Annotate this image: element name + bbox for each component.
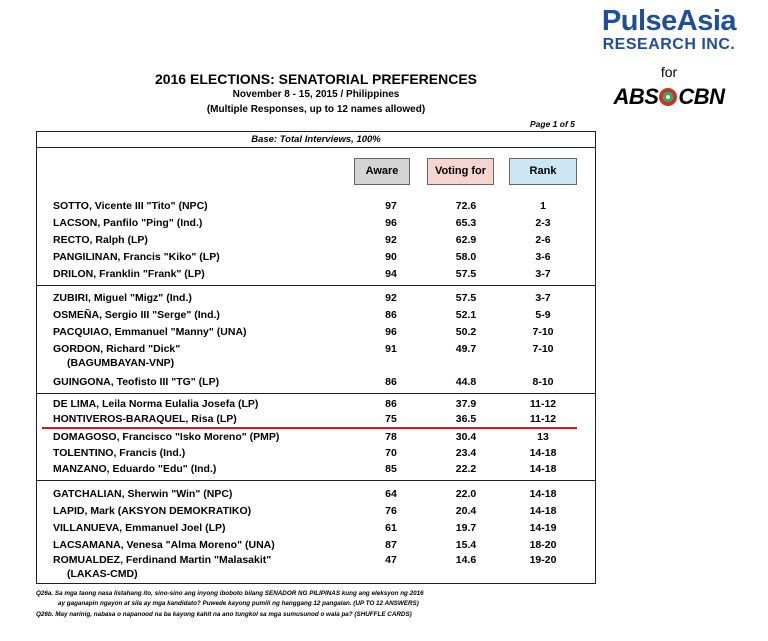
candidate-name: DRILON, Franklin "Frank" (LP) <box>53 268 205 280</box>
candidate-name: DOMAGOSO, Francisco "Isko Moreno" (PMP) <box>53 431 280 443</box>
rank-value: 5-9 <box>535 309 551 321</box>
brand-block <box>584 6 754 110</box>
rank-value: 14-19 <box>529 522 557 534</box>
rank-value: 3-6 <box>535 251 551 263</box>
aware-value: 96 <box>385 326 397 338</box>
candidate-name: PANGILINAN, Francis "Kiko" (LP) <box>53 251 220 263</box>
candidate-name: TOLENTINO, Francis (Ind.) <box>53 447 186 459</box>
aware-value: 92 <box>385 234 397 246</box>
rank-value: 1 <box>540 200 546 212</box>
aware-value: 91 <box>385 343 397 355</box>
rank-value: 7-10 <box>532 326 554 338</box>
candidate-name: RECTO, Ralph (LP) <box>53 234 148 246</box>
voting-value: 65.3 <box>455 217 477 229</box>
aware-value: 97 <box>385 200 397 212</box>
candidate-name: HONTIVEROS-BARAQUEL, Risa (LP) <box>53 413 237 425</box>
header-rank: Rank <box>509 158 577 185</box>
aware-value: 86 <box>385 376 397 388</box>
responses-note: (Multiple Responses, up to 12 names allowed) <box>206 104 426 115</box>
group-divider <box>36 285 596 286</box>
aware-value: 47 <box>385 554 397 566</box>
aware-value: 61 <box>385 522 397 534</box>
rank-value: 14-18 <box>529 447 557 459</box>
candidate-name: GUINGONA, Teofisto III "TG" (LP) <box>53 376 220 388</box>
report-title: 2016 ELECTIONS: SENATORIAL PREFERENCES <box>154 71 478 87</box>
abs-text: ABS <box>613 84 659 109</box>
aware-value: 70 <box>385 447 397 459</box>
rank-value: 2-6 <box>535 234 551 246</box>
rank-value: 18-20 <box>529 539 557 551</box>
aware-value: 87 <box>385 539 397 551</box>
voting-value: 20.4 <box>455 505 477 517</box>
rank-value: 14-18 <box>529 463 557 475</box>
candidate-name: VILLANUEVA, Emmanuel Joel (LP) <box>53 522 226 534</box>
rank-value: 13 <box>537 431 549 443</box>
header-voting-for: Voting for <box>427 158 494 185</box>
rank-value: 14-18 <box>529 488 557 500</box>
abs-cbn-eye-icon <box>659 88 677 106</box>
rank-value: 3-7 <box>535 292 551 304</box>
rank-value: 11-12 <box>529 413 557 425</box>
rank-value: 8-10 <box>532 376 554 388</box>
footnote-q26a-cont: ay gaganapin ngayon at sila ay mga kandidato? Puwede kayong pumili ng hanggang 12 pangalan. (UP TO 12 ANSWERS) <box>58 600 419 607</box>
voting-value: 30.4 <box>455 431 477 443</box>
candidate-name: ROMUALDEZ, Ferdinand Martin "Malasakit" <box>53 554 272 566</box>
group-divider <box>36 393 596 394</box>
voting-value: 22.2 <box>455 463 477 475</box>
cbn-text: CBN <box>678 84 725 109</box>
voting-value: 57.5 <box>455 292 477 304</box>
aware-value: 96 <box>385 217 397 229</box>
candidate-name: PACQUIAO, Emmanuel "Manny" (UNA) <box>53 326 247 338</box>
candidate-name: OSMEÑA, Sergio III "Serge" (Ind.) <box>53 309 220 321</box>
pulse-asia-subtitle: RESEARCH INC. <box>602 36 736 53</box>
aware-value: 94 <box>385 268 397 280</box>
candidate-name: LACSAMANA, Venesa "Alma Moreno" (UNA) <box>53 539 275 551</box>
rank-value: 11-12 <box>529 398 557 410</box>
candidate-party: (LAKAS-CMD) <box>67 568 138 580</box>
rank-value: 14-18 <box>529 505 557 517</box>
footnote-q26b: Q26b. May narinig, nabasa o napanood na ba kayong kahit na ano tungkol sa mga sumusunod o wala pa? (SHUFFLE CARDS) <box>36 611 412 618</box>
footnote-q26a: Q26a. Sa mga taong nasa listahang ito, sino-sino ang inyong iboboto bilang SENADOR NG PILIPINAS kung ang eleksyon ng 2016 <box>36 590 424 597</box>
rank-value: 7-10 <box>532 343 554 355</box>
voting-value: 14.6 <box>455 554 477 566</box>
voting-value: 52.1 <box>455 309 477 321</box>
aware-value: 78 <box>385 431 397 443</box>
rank-value: 19-20 <box>529 554 557 566</box>
candidate-name: SOTTO, Vicente III "Tito" (NPC) <box>53 200 208 212</box>
aware-value: 85 <box>385 463 397 475</box>
candidate-name: LACSON, Panfilo "Ping" (Ind.) <box>53 217 203 229</box>
voting-value: 23.4 <box>455 447 477 459</box>
abs-cbn-logo <box>584 84 754 110</box>
pulse-asia-logo: PulseAsia <box>601 5 737 37</box>
voting-value: 36.5 <box>455 413 477 425</box>
voting-value: 72.6 <box>455 200 477 212</box>
voting-value: 37.9 <box>455 398 477 410</box>
voting-value: 58.0 <box>455 251 477 263</box>
aware-value: 76 <box>385 505 397 517</box>
voting-value: 15.4 <box>455 539 477 551</box>
voting-value: 19.7 <box>455 522 477 534</box>
cutoff-line <box>42 427 577 429</box>
aware-value: 86 <box>385 398 397 410</box>
voting-value: 57.5 <box>455 268 477 280</box>
aware-value: 64 <box>385 488 397 500</box>
voting-value: 49.7 <box>455 343 477 355</box>
candidate-name: DE LIMA, Leila Norma Eulalia Josefa (LP) <box>53 398 259 410</box>
page-indicator: Page 1 of 5 <box>530 119 575 129</box>
candidate-name: MANZANO, Eduardo "Edu" (Ind.) <box>53 463 217 475</box>
aware-value: 86 <box>385 309 397 321</box>
voting-value: 50.2 <box>455 326 477 338</box>
candidate-name: GATCHALIAN, Sherwin "Win" (NPC) <box>53 488 233 500</box>
aware-value: 90 <box>385 251 397 263</box>
survey-dates: November 8 - 15, 2015 / Philippines <box>232 89 400 100</box>
aware-value: 92 <box>385 292 397 304</box>
rank-value: 3-7 <box>535 268 551 280</box>
brand-for-text: for <box>660 64 678 80</box>
voting-value: 22.0 <box>455 488 477 500</box>
base-label: Base: Total Interviews, 100% <box>37 132 595 148</box>
group-divider <box>36 480 596 481</box>
candidate-name: LAPID, Mark (AKSYON DEMOKRATIKO) <box>53 505 252 517</box>
candidate-party: (BAGUMBAYAN-VNP) <box>67 357 175 369</box>
candidate-name: ZUBIRI, Miguel "Migz" (Ind.) <box>53 292 192 304</box>
voting-value: 44.8 <box>455 376 477 388</box>
header-aware: Aware <box>354 158 410 185</box>
candidate-name: GORDON, Richard "Dick" <box>53 343 181 355</box>
voting-value: 62.9 <box>455 234 477 246</box>
aware-value: 75 <box>385 413 397 425</box>
rank-value: 2-3 <box>535 217 551 229</box>
